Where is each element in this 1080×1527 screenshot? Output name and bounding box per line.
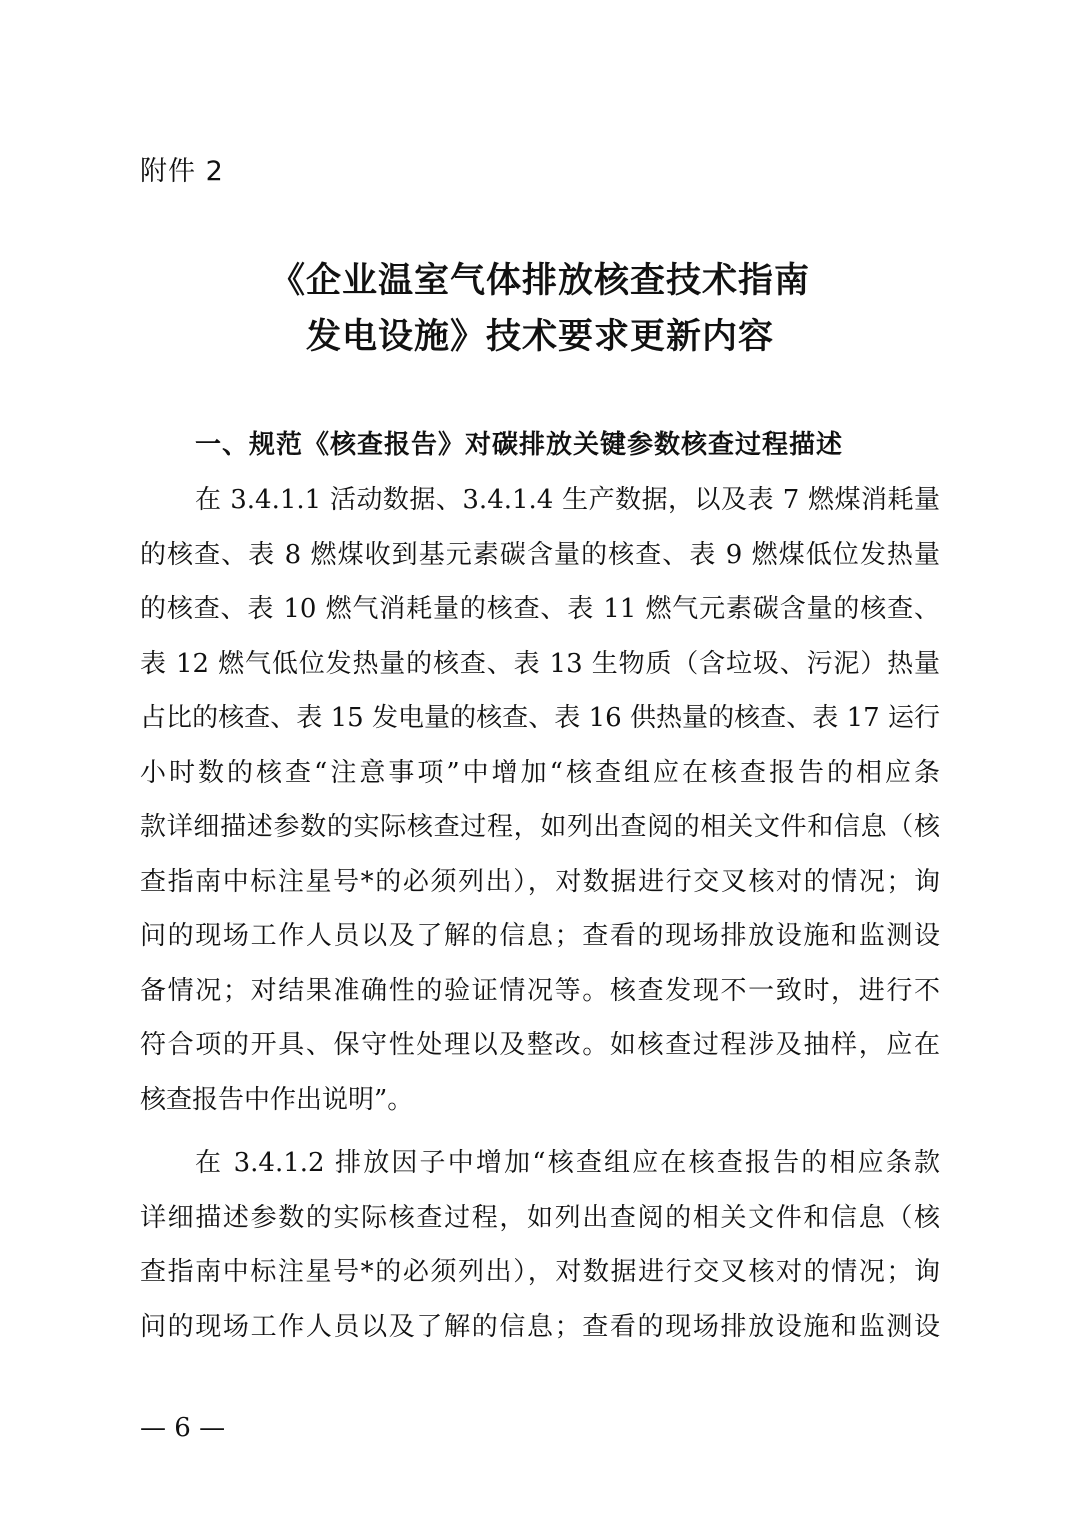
text-line: 查指南中标注星号*的必须列出），对数据进行交叉核对的情况；询 [140, 866, 940, 897]
text-line: 的核查、表 10 燃气消耗量的核查、表 11 燃气元素碳含量的核查、 [140, 594, 940, 624]
text-line: 在 3.4.1.2 排放因子中增加“核查组应在核查报告的相应条款 [195, 1148, 940, 1178]
text-line: 在 3.4.1.1 活动数据、3.4.1.4 生产数据，以及表 7 燃煤消耗量 [195, 485, 940, 515]
text-line: 详细描述参数的实际核查过程，如列出查阅的相关文件和信息（核 [140, 1202, 940, 1233]
body-paragraph-1 [140, 473, 940, 1127]
document-title-line-2: 发电设施》技术要求更新内容 [305, 316, 774, 357]
text-line: 备情况；对结果准确性的验证情况等。核查发现不一致时，进行不 [140, 975, 940, 1006]
text-line: 的核查、表 8 燃煤收到基元素碳含量的核查、表 9 燃煤低位发热量 [140, 539, 940, 570]
text-line: 小时数的核查“注意事项”中增加“核查组应在核查报告的相应条 [140, 757, 940, 788]
text-line: 占比的核查、表 15 发电量的核查、表 16 供热量的核查、表 17 运行 [140, 703, 940, 733]
text-line: 查指南中标注星号*的必须列出），对数据进行交叉核对的情况；询 [140, 1257, 940, 1287]
text-line: 问的现场工作人员以及了解的信息；查看的现场排放设施和监测设 [140, 921, 940, 951]
text-line: 问的现场工作人员以及了解的信息；查看的现场排放设施和监测设 [140, 1311, 940, 1342]
page-number: — 6 — [140, 1413, 226, 1443]
section-heading: 一、规范《核查报告》对碳排放关键参数核查过程描述 [195, 430, 844, 460]
body-paragraph-2 [140, 1136, 940, 1354]
attachment-label: 附件 2 [140, 156, 224, 187]
text-line: 表 12 燃气低位发热量的核查、表 13 生物质（含垃圾、污泥）热量 [140, 648, 940, 679]
document-title-line-1: 《企业温室气体排放核查技术指南 [269, 260, 810, 301]
text-line: 款详细描述参数的实际核查过程，如列出查阅的相关文件和信息（核 [140, 812, 940, 842]
text-line: 核查报告中作出说明”。 [140, 1084, 414, 1115]
text-line: 符合项的开具、保守性处理以及整改。如核查过程涉及抽样，应在 [140, 1030, 940, 1060]
